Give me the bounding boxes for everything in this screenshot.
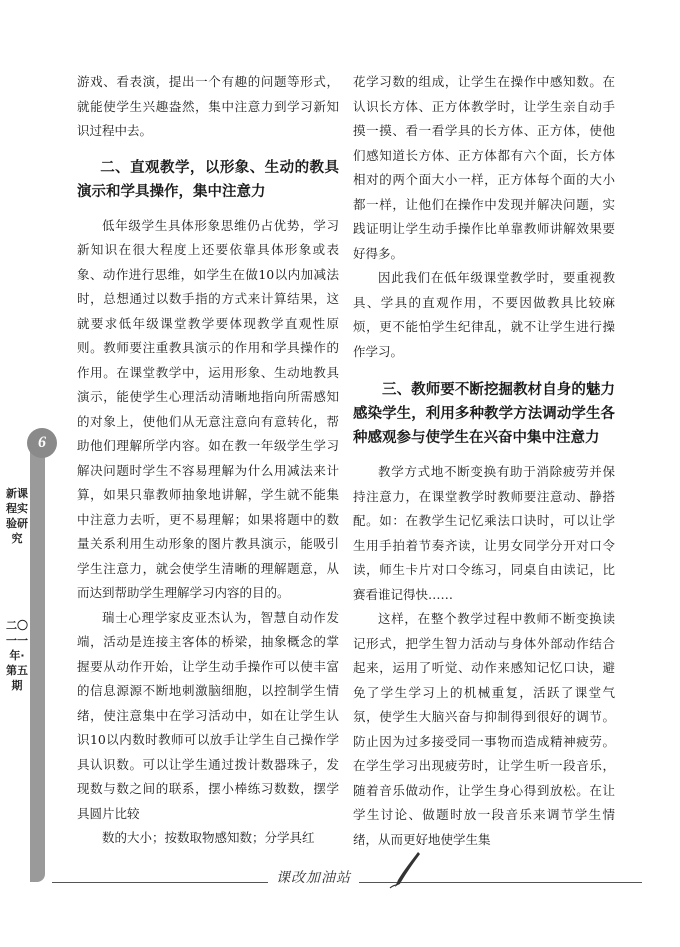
paragraph: 这样，在整个教学过程中教师不断变换读记形式，把学生智力活动与身体外部动作结合起来，运用了听觉、动作来感知记忆口诀，避免了学生学习上的机械重复，活跃了课堂气氛，使学生大脑兴奋与抑制得到很好的调节。防止因为过多接受同一事物而造成精神疲劳。在学生学习出现疲劳时，让学生听一段音乐，随着音乐做动作，让学生身心得到放松。在让学生讨论、做题时放一段音乐来调节学生情绪，从而更好地使学生集 <box>353 611 615 847</box>
journal-issue: 二〇一一年·第五期 <box>6 619 28 692</box>
footer-label: 课改加油站 <box>268 867 359 887</box>
paragraph: 因此我们在低年级课堂教学时，要重视教具、学具的直观作用，不要因做教具比较麻烦，更不能怕学生纪律乱，就不让学生进行操作学习。 <box>353 270 615 359</box>
paragraph: 低年级学生具体形象思维仍占优势，学习新知识在很大程度上还要依靠具体形象或表象、动作进行思维，如学生在做10以内加减法时，总想通过以数手指的方式来计算结果，这就要求低年级课堂教学要体现教学直观性原则。教师要注重教具演示的作用和学具操作的作用。在课堂教学中，运用形象、生动地教具演示，能使学生心理活动清晰地指向所需感知的对象上，使他们从无意注意向有意转化，帮助他们理解所学内容。如在教一年级学生学习解决问题时学生不容易理解为什么用减法来计算，如果只靠教师抽象地讲解，学生就不能集中注意力去听，更不易理解；如果将题中的数量关系利用生动形象的图片教具演示，能吸引学生注意力，就会使学生清晰的理解题意，从而达到帮助学生理解学习内容的目的。 <box>77 217 339 600</box>
journal-name: 新课程实验研究 <box>6 487 28 545</box>
side-margin-bar <box>30 440 45 882</box>
section-heading-3: 三、教师要不断挖掘教材自身的魅力感染学生，利用多种教学方法调动学生各种感观参与使学生在兴奋中集中注意力 <box>353 382 615 446</box>
pen-icon <box>388 850 422 890</box>
paragraph: 教学方式地不断变换有助于消除疲劳并保持注意力，在课堂教学时教师要注意动、静搭配。如：在教学生记忆乘法口诀时，可以让学生用手拍着节奏齐读，让男女同学分开对口令读，师生卡片对口令练习，同桌自由读记，比赛看谁记得快…… <box>353 464 615 602</box>
paragraph: 游戏、看表演，提出一个有趣的问题等形式，就能使学生兴趣盎然，集中注意力到学习新知识过程中去。 <box>77 74 339 138</box>
right-column <box>353 70 615 852</box>
paragraph: 花学习数的组成，让学生在操作中感知数。在认识长方体、正方体教学时，让学生亲自动手摸一摸、看一看学具的长方体、正方体，使他们感知道长方体、正方体都有六个面，长方体相对的两个面大小一样，正方体每个面的大小都一样，让他们在操作中发现并解决问题，实践证明让学生动手操作比单靠教师讲解效果要好得多。 <box>353 74 615 261</box>
left-column <box>77 70 339 851</box>
section-heading-2: 二、直观教学，以形象、生动的教具演示和学具操作，集中注意力 <box>77 159 339 200</box>
paragraph: 瑞士心理学家皮亚杰认为，智慧自动作发端，活动是连接主客体的桥梁，抽象概念的掌握要从动作开始，让学生动手操作可以使丰富的信息源源不断地刺激脑细胞，以控制学生情绪，使注意集中在学习活动中，如在让学生认识10以内数时教师可以放手让学生自己操作学具认识数。可以让学生通过拨计数器珠子，发现数与数之间的联系，摆小棒练习数数，摆学具圆片比较 <box>77 609 339 821</box>
paragraph: 数的大小；按数取物感知数；分学具红 <box>102 830 315 845</box>
page-number: 6 <box>27 428 57 458</box>
